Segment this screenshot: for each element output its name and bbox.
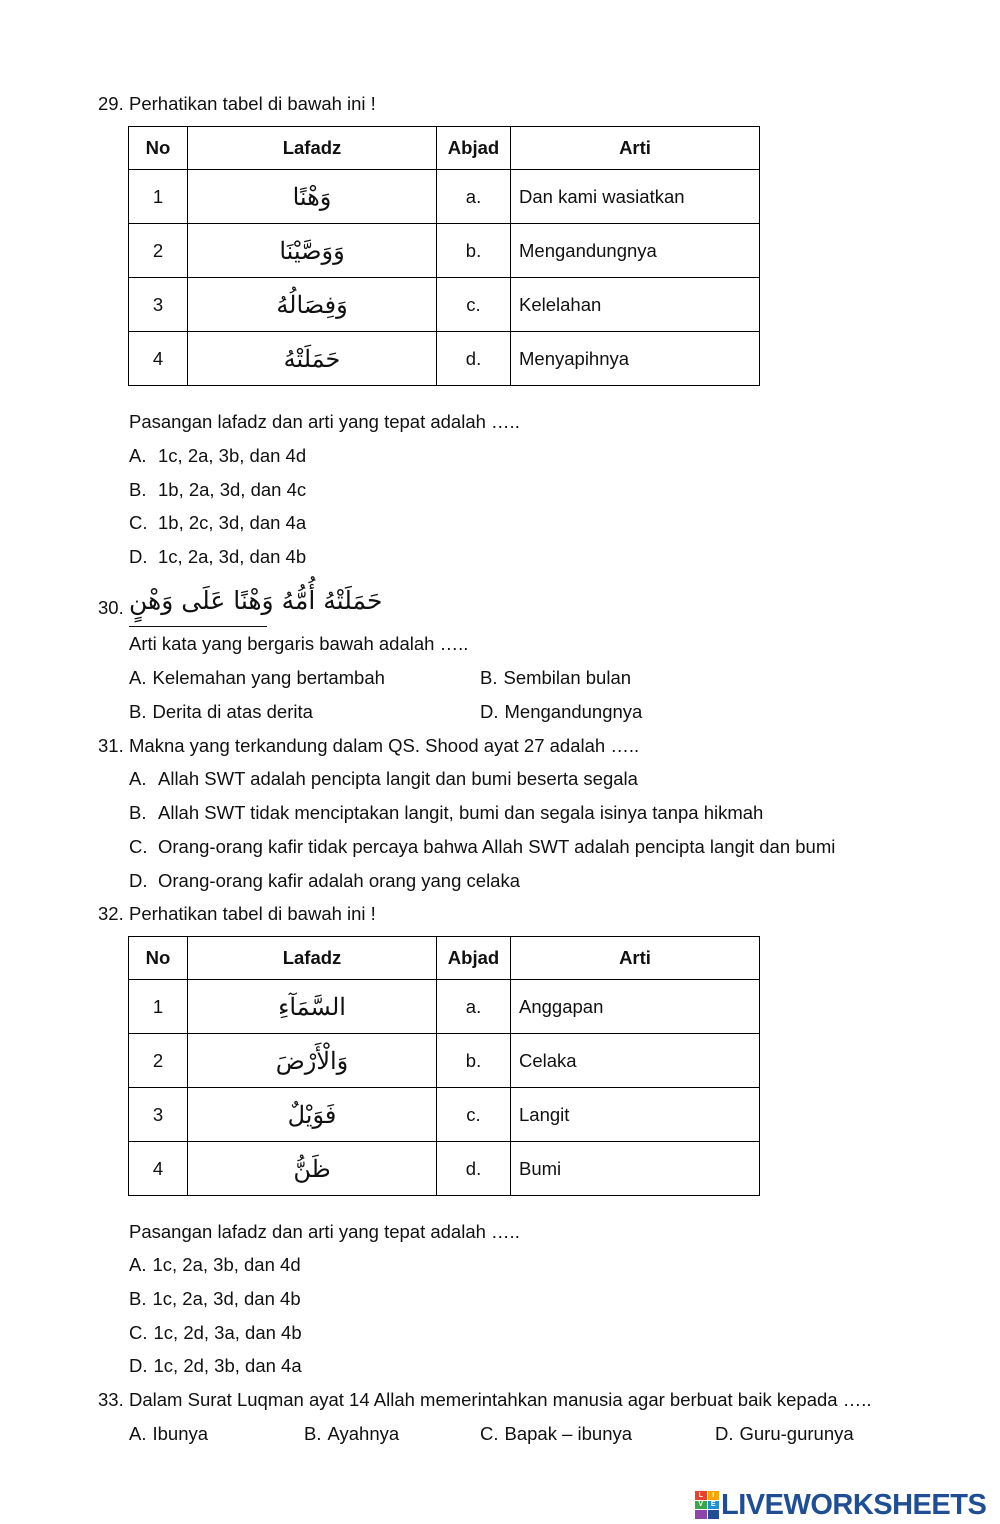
- q29-option-a[interactable]: A. 1c, 2a, 3b, dan 4d: [129, 445, 307, 466]
- q32-prompt: Perhatikan tabel di bawah ini !: [129, 903, 376, 924]
- row-no: 2: [129, 1034, 188, 1088]
- row-arti: Kelelahan: [511, 278, 760, 332]
- q30-question: Arti kata yang bergaris bawah adalah …..: [129, 633, 469, 654]
- row-abjad: a.: [437, 170, 511, 224]
- row-lafadz: السَّمَآءِ: [278, 992, 346, 1021]
- row-arti: Celaka: [511, 1034, 760, 1088]
- table-row: [129, 224, 760, 278]
- row-arti: Menyapihnya: [511, 332, 760, 386]
- logo-badge-cell: L: [695, 1491, 707, 1500]
- row-no: 1: [129, 170, 188, 224]
- header-arti: Arti: [511, 937, 760, 980]
- header-abjad: Abjad: [437, 937, 511, 980]
- q31-question: Makna yang terkandung dalam QS. Shood ayat 27 adalah …..: [129, 735, 640, 756]
- q32-option-b[interactable]: B. 1c, 2a, 3d, dan 4b: [129, 1288, 301, 1309]
- q29-table: [128, 126, 760, 386]
- table-row: [129, 1034, 760, 1088]
- row-arti: Bumi: [511, 1142, 760, 1196]
- q33-option-b[interactable]: B. Ayahnya: [304, 1423, 400, 1444]
- table-row: [129, 1142, 760, 1196]
- row-arti: Anggapan: [511, 980, 760, 1034]
- q29-table-header: [129, 127, 760, 170]
- row-abjad: d.: [437, 1142, 511, 1196]
- q31-option-b[interactable]: B. Allah SWT tidak menciptakan langit, bumi dan segala isinya tanpa hikmah: [129, 802, 764, 823]
- q32-option-c[interactable]: C. 1c, 2d, 3a, dan 4b: [129, 1322, 302, 1343]
- q32-option-d[interactable]: D. 1c, 2d, 3b, dan 4a: [129, 1355, 302, 1376]
- q32-option-a[interactable]: A. 1c, 2a, 3b, dan 4d: [129, 1254, 301, 1275]
- table-row: [129, 170, 760, 224]
- q31-option-d[interactable]: D. Orang-orang kafir adalah orang yang celaka: [129, 870, 521, 891]
- q33-number: 33.: [98, 1389, 124, 1410]
- header-arti: Arti: [511, 127, 760, 170]
- liveworksheets-logo: [695, 1488, 986, 1522]
- q31-option-a[interactable]: A. Allah SWT adalah pencipta langit dan bumi beserta segala: [129, 768, 638, 789]
- q29-option-d[interactable]: D. 1c, 2a, 3d, dan 4b: [129, 546, 307, 567]
- q30-option-d[interactable]: D. Mengandungnya: [480, 701, 643, 722]
- q29-question: Pasangan lafadz dan arti yang tepat adalah …..: [129, 411, 520, 432]
- row-abjad: c.: [437, 278, 511, 332]
- table-row: [129, 278, 760, 332]
- q32-table: [128, 936, 760, 1196]
- row-abjad: a.: [437, 980, 511, 1034]
- logo-badge-cell: [708, 1510, 720, 1519]
- q29-number: 29.: [98, 93, 124, 114]
- header-lafadz: Lafadz: [188, 127, 437, 170]
- row-lafadz: وَفِصَالُهُ: [276, 290, 348, 319]
- row-no: 4: [129, 1142, 188, 1196]
- q30-arabic-verse: حَمَلَتْهُ أُمُّهُ وَهْنًا عَلَى وَهْنٍ: [129, 586, 383, 615]
- q30-option-b[interactable]: B. Sembilan bulan: [480, 667, 632, 688]
- table-row: [129, 332, 760, 386]
- row-lafadz: وَالْأَرْضَ: [275, 1046, 349, 1075]
- row-abjad: b.: [437, 224, 511, 278]
- logo-badge-cell: E: [708, 1501, 720, 1510]
- logo-text: LIVEWORKSHEETS: [721, 1488, 987, 1521]
- q33-question: Dalam Surat Luqman ayat 14 Allah memerintahkan manusia agar berbuat baik kepada …..: [129, 1389, 872, 1410]
- header-lafadz: Lafadz: [188, 937, 437, 980]
- q30-option-c[interactable]: B. Derita di atas derita: [129, 701, 313, 722]
- header-abjad: Abjad: [437, 127, 511, 170]
- row-lafadz: وَهْنًا: [292, 182, 332, 211]
- q32-table-header: [129, 937, 760, 980]
- row-lafadz: حَمَلَتْهُ: [283, 344, 341, 373]
- row-no: 1: [129, 980, 188, 1034]
- q32-question: Pasangan lafadz dan arti yang tepat adalah …..: [129, 1221, 520, 1242]
- q33-option-d[interactable]: D. Guru-gurunya: [715, 1423, 854, 1444]
- row-arti: Mengandungnya: [511, 224, 760, 278]
- row-lafadz: ظَنُّ: [293, 1154, 331, 1183]
- logo-badge-icon: [695, 1491, 719, 1519]
- q29-option-b[interactable]: B. 1b, 2a, 3d, dan 4c: [129, 479, 307, 500]
- row-arti: Dan kami wasiatkan: [511, 170, 760, 224]
- logo-badge-cell: V: [695, 1501, 707, 1510]
- table-row: [129, 1088, 760, 1142]
- row-no: 3: [129, 1088, 188, 1142]
- row-lafadz: فَوَيْلٌ: [287, 1100, 337, 1129]
- q30-underline: [129, 626, 267, 627]
- header-no: No: [129, 127, 188, 170]
- row-lafadz: وَوَصَّيْنَا: [279, 236, 345, 265]
- q32-number: 32.: [98, 903, 124, 924]
- logo-badge-cell: [695, 1510, 707, 1519]
- q30-option-a[interactable]: A. Kelemahan yang bertambah: [129, 667, 385, 688]
- row-abjad: b.: [437, 1034, 511, 1088]
- row-abjad: c.: [437, 1088, 511, 1142]
- row-no: 4: [129, 332, 188, 386]
- q33-option-a[interactable]: A. Ibunya: [129, 1423, 209, 1444]
- table-row: [129, 980, 760, 1034]
- q30-number: 30.: [98, 597, 124, 618]
- row-no: 2: [129, 224, 188, 278]
- q31-option-c[interactable]: C. Orang-orang kafir tidak percaya bahwa Allah SWT adalah pencipta langit dan bumi: [129, 836, 836, 857]
- q33-option-c[interactable]: C. Bapak – ibunya: [480, 1423, 633, 1444]
- row-abjad: d.: [437, 332, 511, 386]
- row-no: 3: [129, 278, 188, 332]
- logo-badge-cell: I: [708, 1491, 720, 1500]
- q31-number: 31.: [98, 735, 124, 756]
- header-no: No: [129, 937, 188, 980]
- row-arti: Langit: [511, 1088, 760, 1142]
- q29-option-c[interactable]: C. 1b, 2c, 3d, dan 4a: [129, 512, 307, 533]
- q29-prompt: Perhatikan tabel di bawah ini !: [129, 93, 376, 114]
